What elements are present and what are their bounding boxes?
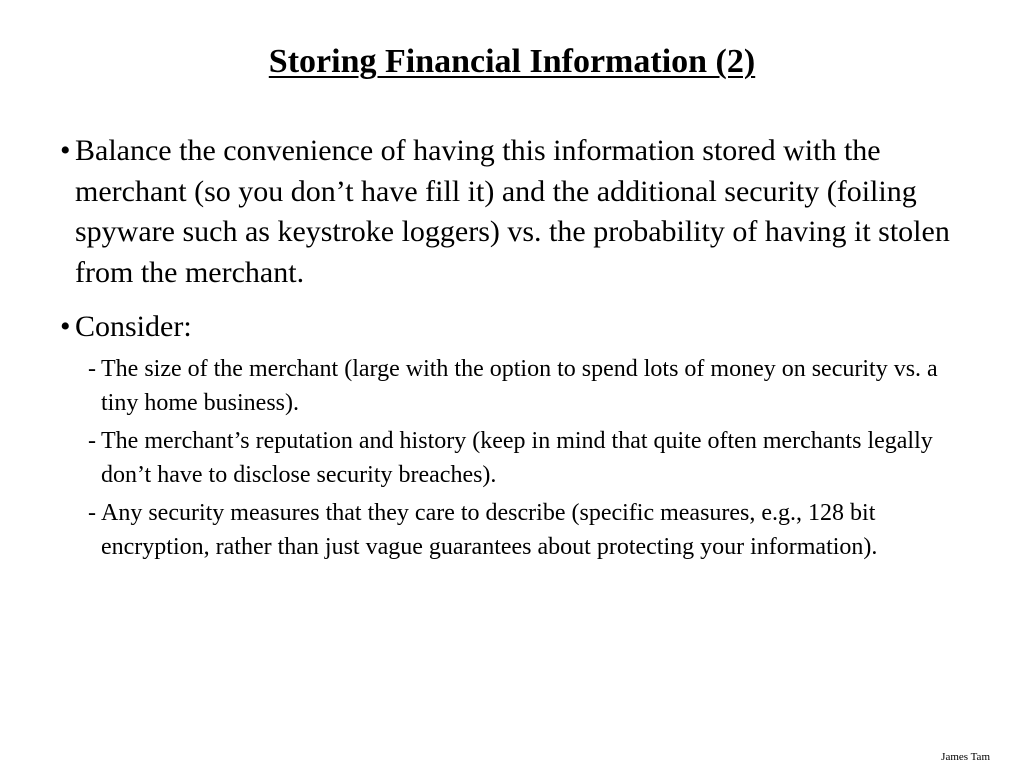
bullet-item-balance: [60, 131, 960, 293]
bullet-item-consider: [60, 307, 960, 348]
sub-bullet-marker: -: [88, 356, 96, 382]
sub-bullet-merchant-size: [88, 352, 968, 420]
slide-title-text: Storing Financial Information (2): [268, 43, 756, 80]
sub-bullet-security-measures: [88, 496, 968, 564]
sub-bullet-marker: -: [88, 500, 96, 526]
slide-title: [0, 40, 1024, 84]
bullet-text: Balance the convenience of having this information stored with the merchant (so you don’t have fill it) and the additional security (foiling spyware such as keystroke loggers) vs. the probability of having it stolen from the merchant.: [75, 134, 950, 289]
footer-author: James Tam: [941, 751, 990, 763]
bullet-text: Consider:: [75, 310, 192, 343]
sub-bullet-reputation: [88, 424, 968, 492]
sub-bullet-list: [88, 352, 968, 568]
sub-bullet-text: The merchant’s reputation and history (keep in mind that quite often merchants legally don’t have to disclose security breaches).: [101, 428, 933, 488]
bullet-marker: •: [60, 310, 71, 343]
sub-bullet-text: The size of the merchant (large with the option to spend lots of money on security vs. a tiny home business).: [101, 356, 938, 416]
sub-bullet-text: Any security measures that they care to describe (specific measures, e.g., 128 bit encryption, rather than just vague guarantees about protecting your information).: [101, 500, 878, 560]
bullet-marker: •: [60, 134, 71, 167]
sub-bullet-marker: -: [88, 428, 96, 454]
